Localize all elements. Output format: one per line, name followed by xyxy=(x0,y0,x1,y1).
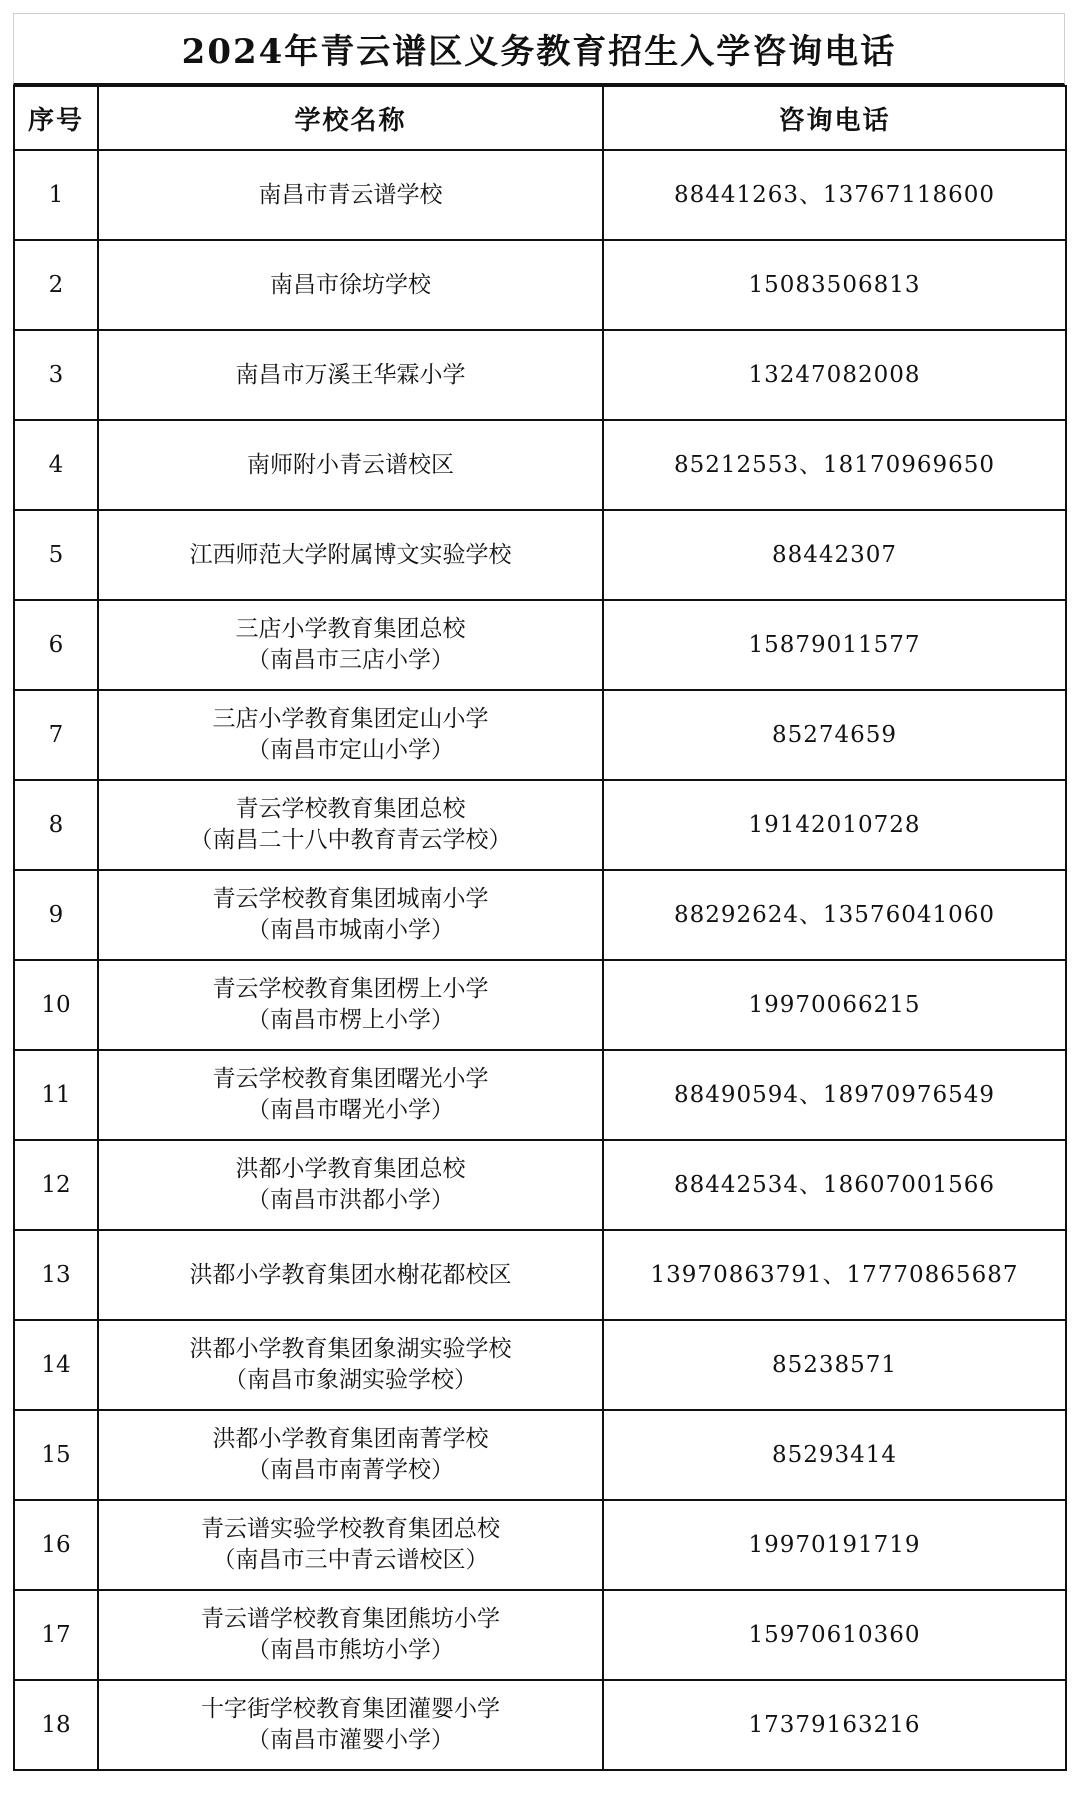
header-no: 序号 xyxy=(14,86,98,150)
row-number: 4 xyxy=(14,420,98,510)
row-number: 3 xyxy=(14,330,98,420)
school-alias: （南昌市三店小学） xyxy=(247,647,454,673)
table-row xyxy=(14,1140,1066,1230)
school-name: 洪都小学教育集团南菁学校 xyxy=(212,1426,489,1452)
table-body xyxy=(14,150,1066,1770)
school-name-cell xyxy=(98,330,603,420)
row-number: 17 xyxy=(14,1590,98,1680)
phone-number: 85274659 xyxy=(603,690,1066,780)
school-name-cell xyxy=(98,1680,603,1770)
row-number: 18 xyxy=(14,1680,98,1770)
school-name: 青云学校教育集团总校 xyxy=(235,796,466,822)
school-name-cell xyxy=(98,1230,603,1320)
school-name: 洪都小学教育集团象湖实验学校 xyxy=(189,1336,512,1362)
table-row xyxy=(14,780,1066,870)
school-alias: （南昌市城南小学） xyxy=(247,917,454,943)
table-row xyxy=(14,1230,1066,1320)
phone-number: 88292624、13576041060 xyxy=(603,870,1066,960)
document-sheet xyxy=(13,13,1065,1771)
row-number: 15 xyxy=(14,1410,98,1500)
row-number: 7 xyxy=(14,690,98,780)
phone-number: 13247082008 xyxy=(603,330,1066,420)
row-number: 1 xyxy=(14,150,98,240)
phone-number: 13970863791、17770865687 xyxy=(603,1230,1066,1320)
phone-number: 88490594、18970976549 xyxy=(603,1050,1066,1140)
school-name: 三店小学教育集团定山小学 xyxy=(212,706,489,732)
school-name-cell xyxy=(98,420,603,510)
school-alias: （南昌市象湖实验学校） xyxy=(224,1367,477,1393)
school-alias: （南昌市熊坊小学） xyxy=(247,1637,454,1663)
school-alias: （南昌市灌婴小学） xyxy=(247,1727,454,1753)
school-alias: （南昌市洪都小学） xyxy=(247,1187,454,1213)
phone-number: 88442307 xyxy=(603,510,1066,600)
school-name-cell xyxy=(98,1140,603,1230)
school-name-cell xyxy=(98,960,603,1050)
school-name-cell xyxy=(98,1500,603,1590)
school-name: 青云谱实验学校教育集团总校 xyxy=(201,1516,500,1542)
school-name: 三店小学教育集团总校 xyxy=(235,616,466,642)
row-number: 10 xyxy=(14,960,98,1050)
school-name: 南昌市万溪王华霖小学 xyxy=(235,361,466,388)
table-row xyxy=(14,1320,1066,1410)
row-number: 16 xyxy=(14,1500,98,1590)
phone-number: 17379163216 xyxy=(603,1680,1066,1770)
phone-number: 88441263、13767118600 xyxy=(603,150,1066,240)
row-number: 8 xyxy=(14,780,98,870)
row-number: 9 xyxy=(14,870,98,960)
school-name: 青云学校教育集团楞上小学 xyxy=(212,976,489,1002)
row-number: 11 xyxy=(14,1050,98,1140)
contact-table xyxy=(13,85,1067,1771)
school-name-cell xyxy=(98,510,603,600)
school-name-cell xyxy=(98,240,603,330)
title-bar xyxy=(13,13,1065,85)
table-row xyxy=(14,960,1066,1050)
row-number: 5 xyxy=(14,510,98,600)
school-name: 十字街学校教育集团灌婴小学 xyxy=(201,1696,500,1722)
phone-number: 19970191719 xyxy=(603,1500,1066,1590)
phone-number: 85212553、18170969650 xyxy=(603,420,1066,510)
row-number: 14 xyxy=(14,1320,98,1410)
table-row xyxy=(14,150,1066,240)
school-name-cell xyxy=(98,870,603,960)
school-alias: （南昌市定山小学） xyxy=(247,737,454,763)
phone-number: 15970610360 xyxy=(603,1590,1066,1680)
phone-number: 15879011577 xyxy=(603,600,1066,690)
row-number: 13 xyxy=(14,1230,98,1320)
school-name: 江西师范大学附属博文实验学校 xyxy=(189,541,512,568)
table-row xyxy=(14,870,1066,960)
phone-number: 19142010728 xyxy=(603,780,1066,870)
school-name: 南师附小青云谱校区 xyxy=(247,451,454,478)
table-row xyxy=(14,1410,1066,1500)
row-number: 6 xyxy=(14,600,98,690)
school-name-cell xyxy=(98,150,603,240)
school-name: 南昌市徐坊学校 xyxy=(270,271,431,298)
row-number: 2 xyxy=(14,240,98,330)
phone-number: 15083506813 xyxy=(603,240,1066,330)
school-name-cell xyxy=(98,1320,603,1410)
school-name: 青云学校教育集团曙光小学 xyxy=(212,1066,489,1092)
school-name-cell xyxy=(98,600,603,690)
school-name-cell xyxy=(98,780,603,870)
phone-number: 85293414 xyxy=(603,1410,1066,1500)
school-name: 洪都小学教育集团总校 xyxy=(235,1156,466,1182)
school-name: 青云谱学校教育集团熊坊小学 xyxy=(201,1606,500,1632)
school-name: 青云学校教育集团城南小学 xyxy=(212,886,489,912)
table-row xyxy=(14,690,1066,780)
school-name: 南昌市青云谱学校 xyxy=(258,181,443,208)
phone-number: 19970066215 xyxy=(603,960,1066,1050)
phone-number: 85238571 xyxy=(603,1320,1066,1410)
school-name-cell xyxy=(98,1590,603,1680)
table-row xyxy=(14,1500,1066,1590)
header-school: 学校名称 xyxy=(98,86,603,150)
table-row xyxy=(14,1590,1066,1680)
table-row xyxy=(14,1050,1066,1140)
school-name-cell xyxy=(98,690,603,780)
table-row xyxy=(14,1680,1066,1770)
school-name-cell xyxy=(98,1410,603,1500)
school-alias: （南昌二十八中教育青云学校） xyxy=(189,827,512,853)
school-alias: （南昌市楞上小学） xyxy=(247,1007,454,1033)
school-alias: （南昌市三中青云谱校区） xyxy=(212,1547,489,1573)
school-alias: （南昌市曙光小学） xyxy=(247,1097,454,1123)
table-row xyxy=(14,420,1066,510)
school-name: 洪都小学教育集团水榭花都校区 xyxy=(189,1261,512,1288)
school-name-cell xyxy=(98,1050,603,1140)
table-row xyxy=(14,240,1066,330)
table-header-row xyxy=(14,86,1066,150)
table-row xyxy=(14,510,1066,600)
table-row xyxy=(14,600,1066,690)
row-number: 12 xyxy=(14,1140,98,1230)
header-phone: 咨询电话 xyxy=(603,86,1066,150)
phone-number: 88442534、18607001566 xyxy=(603,1140,1066,1230)
school-alias: （南昌市南菁学校） xyxy=(247,1457,454,1483)
table-row xyxy=(14,330,1066,420)
page-title: 2024年青云谱区义务教育招生入学咨询电话 xyxy=(181,32,897,72)
